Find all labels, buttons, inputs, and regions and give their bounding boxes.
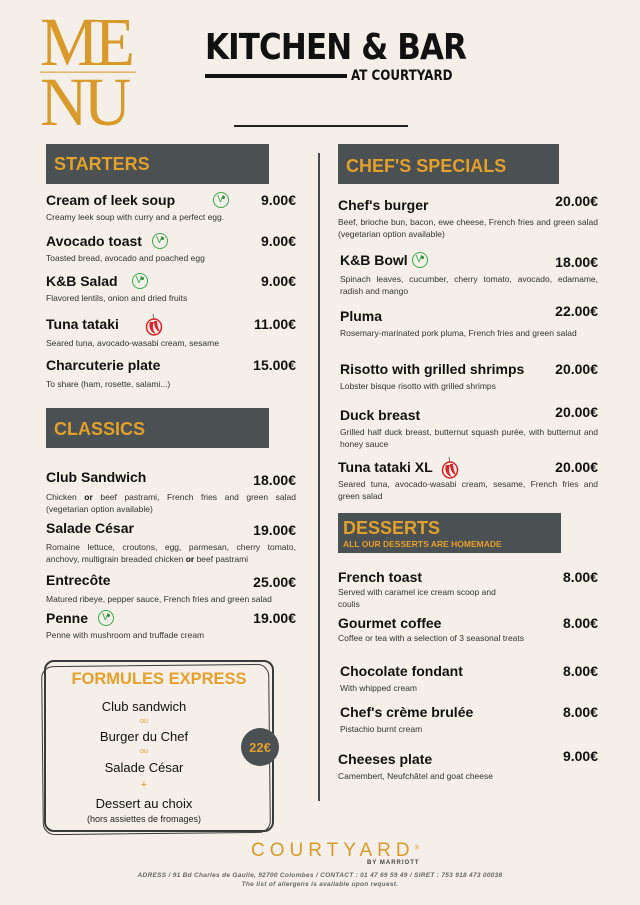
item-name: Risotto with grilled shrimps [340,361,525,377]
menu-item [46,192,296,223]
formule-dessert: Dessert au choix [95,796,193,811]
section-title: DESSERTS [343,518,441,538]
formule-option: Burger du Chef [99,729,189,744]
section-title: STARTERS [54,154,150,174]
formules-express-box [44,660,274,832]
vegetarian-icon [152,233,168,249]
vegetarian-icon [132,273,148,289]
item-description: Served with caramel ice cream scoop and coulis [338,587,496,609]
formule-or: ou [140,718,148,725]
footer-allergens-note: The list of allergens is available upon request. [241,881,399,888]
item-price: 8.00€ [562,615,598,631]
brand-subtitle: BY MARRIOTT [367,860,420,866]
item-description: Matured ribeye, pepper sauce, French fries and green salad [46,594,272,604]
menu-item [46,233,296,264]
item-price: 8.00€ [562,704,598,720]
item-name: Tuna tataki [46,316,119,332]
item-price: 20.00€ [555,361,598,377]
item-price: 11.00€ [253,316,296,332]
formules-title: FORMULES EXPRESS [71,670,247,688]
menu-item [338,457,598,502]
item-description: Camembert, Neufchâtel and goat cheese [338,771,493,781]
item-description: Flavored lentils, onion and dried fruits [46,293,188,303]
item-name: Club Sandwich [46,469,147,485]
item-name: Penne [46,610,89,626]
item-description: Seared tuna, avocado-wasabi cream, sesame [46,338,219,348]
menu-item [340,704,598,735]
spicy-chili-icon [145,314,163,334]
brand-name: COURTYARD [250,840,415,861]
formule-price-badge: 22€ [241,728,279,766]
item-description: Seared tuna, avocado-wasabi cream, sesame, French fries and green salad [338,479,598,501]
section-title: CHEF'S SPECIALS [346,156,507,176]
menu-item [338,569,598,610]
vegetarian-icon [213,192,229,208]
item-description: Lobster bisque risotto with grilled shrimps [340,381,496,391]
menu-item [340,250,598,297]
item-description: To share (ham, rosette, salami...) [46,379,171,389]
item-description: Creamy leek soup with curry and a perfect egg. [46,212,225,222]
section-header-starters [46,144,269,184]
item-price: 8.00€ [562,663,598,679]
item-name: Chef's burger [338,197,429,213]
item-description: Rosemary-marinated pork pluma, French fries and green salad [340,328,577,338]
section-header-desserts [338,513,561,553]
item-name: Cheeses plate [338,751,433,767]
item-price: 9.00€ [260,233,296,249]
spicy-chili-icon [441,457,459,477]
menu-item [340,361,598,392]
section-header-classics [46,408,269,448]
item-name: French toast [338,569,423,585]
menu-item [338,193,598,240]
vegetarian-icon [98,610,114,626]
menu-item [338,615,598,644]
item-name: Chef's crème brulée [340,704,474,720]
vegetarian-icon [412,252,428,268]
item-price: 15.00€ [253,357,296,373]
item-price: 8.00€ [562,569,598,585]
item-name: Pluma [340,308,383,324]
title-rule [205,74,347,78]
item-description: Penne with mushroom and truffade cream [46,630,205,640]
item-name: K&B Bowl [340,252,408,268]
formule-plus: + [140,779,148,791]
section-subtitle: ALL OUR DESSERTS ARE HOMEMADE [343,539,502,549]
item-price: 9.00€ [562,748,598,764]
item-description: Pistachio burnt cream [340,724,423,734]
menu-item [340,404,598,450]
item-price: 22.00€ [555,303,598,319]
item-name: Salade César [46,520,134,536]
menu-logo-row2: NU [40,72,136,131]
menu-item [46,570,296,605]
formule-option: Salade César [104,760,184,775]
registered-mark: ® [414,845,419,852]
item-price: 9.00€ [260,273,296,289]
item-name: Duck breast [340,407,421,423]
menu-item [46,610,296,641]
item-description: Spinach leaves, cucumber, cherry tomato, avocado, edamame, radish and mango [340,274,598,296]
title-divider [234,125,408,127]
item-price: 18.00€ [253,472,296,488]
item-name: Gourmet coffee [338,615,442,631]
item-name: Tuna tataki XL [338,459,433,475]
menu-item [46,466,296,515]
menu-item [46,357,296,390]
menu-item [46,518,296,565]
item-name: Charcuterie plate [46,357,161,373]
item-price: 9.00€ [260,192,296,208]
item-description: Grilled half duck breast, butternut squash purée, with butternut and honey sauce [340,427,598,449]
item-description: Beef, brioche bun, bacon, ewe cheese, French fries and green salad (vegetarian option available) [338,217,598,239]
menu-item [340,663,598,694]
item-price: 18.00€ [555,254,598,270]
item-description: Coffee or tea with a selection of 3 seasonal treats [338,633,525,643]
column-divider [318,153,320,801]
item-price: 20.00€ [555,459,598,475]
item-name: Avocado toast [46,233,142,249]
footer-address: ADRESS / 91 Bd Charles de Gaulle, 92700 Colombes / CONTACT : 01 47 69 59 49 / SIRET : 753 918 473 00038 [137,872,503,879]
formule-or: ou [140,748,148,755]
section-title: CLASSICS [54,419,146,439]
item-description: Romaine lettuce, croutons, egg, parmesan, cherry tomato, anchovy, multigrain breaded chicken or beef pastrami [46,542,296,564]
restaurant-subtitle: AT COURTYARD [350,68,453,84]
menu-item [338,748,598,782]
item-description: With whipped cream [340,683,418,693]
item-description: Chicken or beef pastrami, French fries and green salad (vegetarian option available) [46,492,296,514]
courtyard-brand-logo [0,840,640,866]
menu-item [46,273,296,304]
menu-item [46,314,296,349]
item-name: Entrecôte [46,572,111,588]
section-header-chefs-specials [338,144,559,184]
item-name: K&B Salad [46,273,118,289]
menu-item [340,303,598,339]
restaurant-title: KITCHEN & BAR [205,27,467,68]
item-name: Cream of leek soup [46,192,176,208]
item-price: 19.00€ [253,610,296,626]
item-name: Chocolate fondant [340,663,463,679]
item-price: 20.00€ [555,193,598,209]
menu-logo-row1: ME [40,4,131,81]
item-price: 25.00€ [253,574,296,590]
item-price: 19.00€ [253,522,296,538]
item-price: 20.00€ [555,404,598,420]
formule-note: (hors assiettes de fromages) [86,814,202,824]
item-description: Toasted bread, avocado and poached egg [46,253,205,263]
menu-logo [40,4,144,141]
restaurant-title-block [205,28,470,84]
formule-option: Club sandwich [101,699,187,714]
